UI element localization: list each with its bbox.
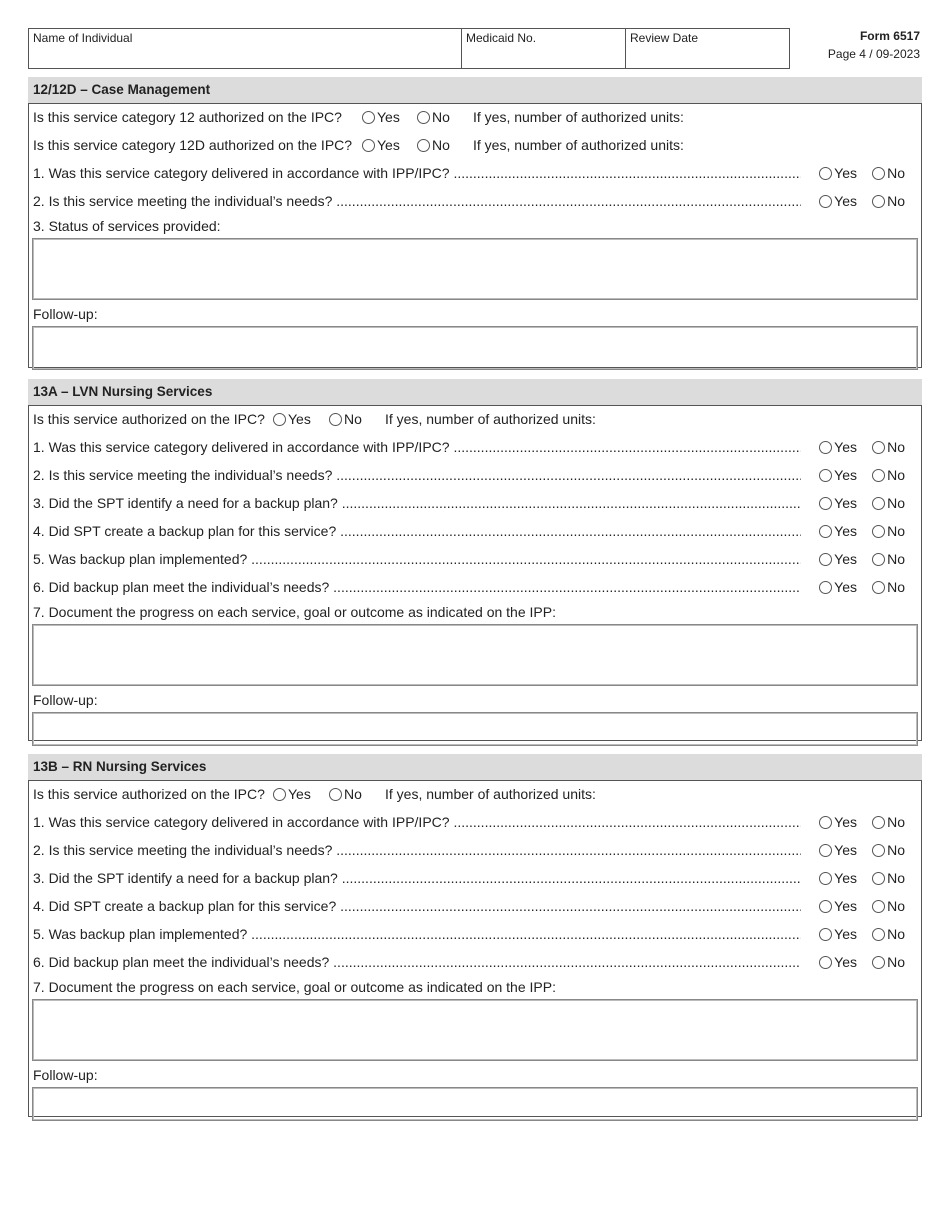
no-label: No bbox=[887, 579, 905, 595]
followup-label: Follow-up: bbox=[33, 306, 98, 322]
yes-radio[interactable] bbox=[819, 872, 832, 885]
no-label: No bbox=[887, 495, 905, 511]
yes-label: Yes bbox=[834, 439, 857, 455]
yes-radio[interactable] bbox=[819, 525, 832, 538]
question-row bbox=[29, 893, 921, 921]
no-radio[interactable] bbox=[872, 844, 885, 857]
yes-radio[interactable] bbox=[819, 928, 832, 941]
section-lvn-nursing bbox=[28, 379, 922, 741]
yes-radio[interactable] bbox=[819, 469, 832, 482]
medicaid-no-field[interactable] bbox=[462, 29, 626, 68]
yes-radio[interactable] bbox=[819, 441, 832, 454]
question-text: Is this service authorized on the IPC? bbox=[33, 786, 265, 802]
progress-textbox[interactable] bbox=[32, 624, 918, 686]
auth-yes-radio[interactable] bbox=[273, 788, 286, 801]
progress-label: 7. Document the progress on each service, goal or outcome as indicated on the IPP: bbox=[33, 979, 556, 995]
question-text: 5. Was backup plan implemented? ..... bbox=[33, 551, 801, 567]
question-text: Is this service category 12 authorized on the IPC? bbox=[33, 109, 342, 125]
no-radio[interactable] bbox=[872, 928, 885, 941]
no-label: No bbox=[887, 842, 905, 858]
yes-radio[interactable] bbox=[819, 956, 832, 969]
no-radio[interactable] bbox=[872, 900, 885, 913]
no-label: No bbox=[887, 467, 905, 483]
yes-radio[interactable] bbox=[819, 900, 832, 913]
name-of-individual-field[interactable] bbox=[29, 29, 462, 68]
no-label: No bbox=[887, 165, 905, 181]
yes-radio[interactable] bbox=[819, 195, 832, 208]
question-text: 6. Did backup plan meet the individual’s needs? ..... bbox=[33, 954, 801, 970]
review-date-label: Review Date bbox=[630, 31, 699, 45]
question-row bbox=[29, 160, 921, 188]
followup-textbox[interactable] bbox=[32, 1087, 918, 1121]
question-text: 4. Did SPT create a backup plan for this service? ..... bbox=[33, 523, 801, 539]
auth-row bbox=[29, 781, 921, 809]
units-label: If yes, number of authorized units: bbox=[385, 411, 596, 427]
question-row bbox=[29, 837, 921, 865]
no-radio[interactable] bbox=[872, 469, 885, 482]
question-row bbox=[29, 518, 921, 546]
yes-label: Yes bbox=[377, 109, 400, 125]
auth-12-no-radio[interactable] bbox=[417, 111, 430, 124]
followup-textbox[interactable] bbox=[32, 326, 918, 370]
question-text: 3. Did the SPT identify a need for a backup plan? ..... bbox=[33, 870, 801, 886]
section-case-management bbox=[28, 77, 922, 368]
question-text: 5. Was backup plan implemented? ..... bbox=[33, 926, 801, 942]
yes-label: Yes bbox=[834, 551, 857, 567]
question-row bbox=[29, 490, 921, 518]
no-label: No bbox=[887, 439, 905, 455]
yes-label: Yes bbox=[834, 467, 857, 483]
question-text: 1. Was this service category delivered in accordance with IPP/IPC? ..... bbox=[33, 165, 801, 181]
no-label: No bbox=[344, 786, 362, 802]
question-text: 1. Was this service category delivered in accordance with IPP/IPC? ..... bbox=[33, 439, 801, 455]
auth-12d-yes-radio[interactable] bbox=[362, 139, 375, 152]
auth-12d-row bbox=[29, 132, 921, 160]
yes-label: Yes bbox=[834, 870, 857, 886]
question-row bbox=[29, 949, 921, 977]
yes-radio[interactable] bbox=[819, 553, 832, 566]
no-label: No bbox=[887, 898, 905, 914]
question-text: 2. Is this service meeting the individual’s needs? ..... bbox=[33, 467, 801, 483]
question-text: 2. Is this service meeting the individual’s needs? ..... bbox=[33, 842, 801, 858]
question-row bbox=[29, 462, 921, 490]
followup-label: Follow-up: bbox=[33, 1067, 98, 1083]
units-label: If yes, number of authorized units: bbox=[473, 137, 684, 153]
yes-label: Yes bbox=[377, 137, 400, 153]
yes-label: Yes bbox=[834, 842, 857, 858]
yes-label: Yes bbox=[834, 814, 857, 830]
question-text: 4. Did SPT create a backup plan for this service? ..... bbox=[33, 898, 801, 914]
no-label: No bbox=[887, 926, 905, 942]
no-radio[interactable] bbox=[872, 872, 885, 885]
question-row bbox=[29, 188, 921, 216]
form-number: Form 6517 bbox=[859, 29, 920, 43]
yes-label: Yes bbox=[288, 786, 311, 802]
question-row bbox=[29, 921, 921, 949]
review-date-field[interactable] bbox=[626, 29, 789, 68]
no-label: No bbox=[887, 954, 905, 970]
auth-row bbox=[29, 406, 921, 434]
no-label: No bbox=[432, 137, 450, 153]
no-label: No bbox=[887, 814, 905, 830]
auth-12-yes-radio[interactable] bbox=[362, 111, 375, 124]
yes-radio[interactable] bbox=[819, 167, 832, 180]
no-label: No bbox=[887, 523, 905, 539]
no-radio[interactable] bbox=[872, 816, 885, 829]
no-label: No bbox=[887, 193, 905, 209]
question-text: 2. Is this service meeting the individual’s needs? ..... bbox=[33, 193, 801, 209]
no-radio[interactable] bbox=[872, 956, 885, 969]
yes-radio[interactable] bbox=[819, 844, 832, 857]
no-label: No bbox=[887, 870, 905, 886]
medicaid-label: Medicaid No. bbox=[466, 31, 537, 45]
no-radio[interactable] bbox=[872, 581, 885, 594]
header-fields bbox=[28, 28, 790, 69]
section-title: 12/12D – Case Management bbox=[28, 77, 922, 103]
section-title: 13B – RN Nursing Services bbox=[28, 754, 922, 780]
no-radio[interactable] bbox=[872, 553, 885, 566]
no-radio[interactable] bbox=[872, 195, 885, 208]
no-radio[interactable] bbox=[872, 167, 885, 180]
auth-yes-radio[interactable] bbox=[273, 413, 286, 426]
question-text: 3. Did the SPT identify a need for a backup plan? ..... bbox=[33, 495, 801, 511]
yes-label: Yes bbox=[834, 165, 857, 181]
units-label: If yes, number of authorized units: bbox=[473, 109, 684, 125]
followup-textbox[interactable] bbox=[32, 712, 918, 746]
yes-label: Yes bbox=[288, 411, 311, 427]
section-title: 13A – LVN Nursing Services bbox=[28, 379, 922, 405]
section-rn-nursing bbox=[28, 754, 922, 1117]
yes-label: Yes bbox=[834, 926, 857, 942]
question-row bbox=[29, 434, 921, 462]
auth-12-row bbox=[29, 104, 921, 132]
no-radio[interactable] bbox=[872, 441, 885, 454]
name-label: Name of Individual bbox=[33, 31, 133, 45]
progress-textbox[interactable] bbox=[32, 999, 918, 1061]
yes-label: Yes bbox=[834, 193, 857, 209]
followup-label: Follow-up: bbox=[33, 692, 98, 708]
status-textbox[interactable] bbox=[32, 238, 918, 300]
question-text: Is this service category 12D authorized on the IPC? bbox=[33, 137, 353, 153]
yes-label: Yes bbox=[834, 495, 857, 511]
units-label: If yes, number of authorized units: bbox=[385, 786, 596, 802]
no-label: No bbox=[432, 109, 450, 125]
yes-radio[interactable] bbox=[819, 581, 832, 594]
yes-label: Yes bbox=[834, 898, 857, 914]
yes-label: Yes bbox=[834, 954, 857, 970]
yes-label: Yes bbox=[834, 523, 857, 539]
page-info: Page 4 / 09-2023 bbox=[827, 47, 920, 61]
no-label: No bbox=[887, 551, 905, 567]
yes-radio[interactable] bbox=[819, 816, 832, 829]
question-row bbox=[29, 809, 921, 837]
no-radio[interactable] bbox=[872, 525, 885, 538]
question-text: Is this service authorized on the IPC? bbox=[33, 411, 265, 427]
question-row bbox=[29, 574, 921, 602]
yes-radio[interactable] bbox=[819, 497, 832, 510]
progress-label: 7. Document the progress on each service, goal or outcome as indicated on the IPP: bbox=[33, 604, 556, 620]
question-text: 6. Did backup plan meet the individual’s needs? ..... bbox=[33, 579, 801, 595]
question-row bbox=[29, 546, 921, 574]
form-id bbox=[828, 27, 920, 63]
question-text: 1. Was this service category delivered in accordance with IPP/IPC? ..... bbox=[33, 814, 801, 830]
auth-no-radio[interactable] bbox=[329, 413, 342, 426]
no-radio[interactable] bbox=[872, 497, 885, 510]
auth-12d-no-radio[interactable] bbox=[417, 139, 430, 152]
auth-no-radio[interactable] bbox=[329, 788, 342, 801]
status-label: 3. Status of services provided: bbox=[33, 218, 221, 234]
yes-label: Yes bbox=[834, 579, 857, 595]
no-label: No bbox=[344, 411, 362, 427]
question-row bbox=[29, 865, 921, 893]
